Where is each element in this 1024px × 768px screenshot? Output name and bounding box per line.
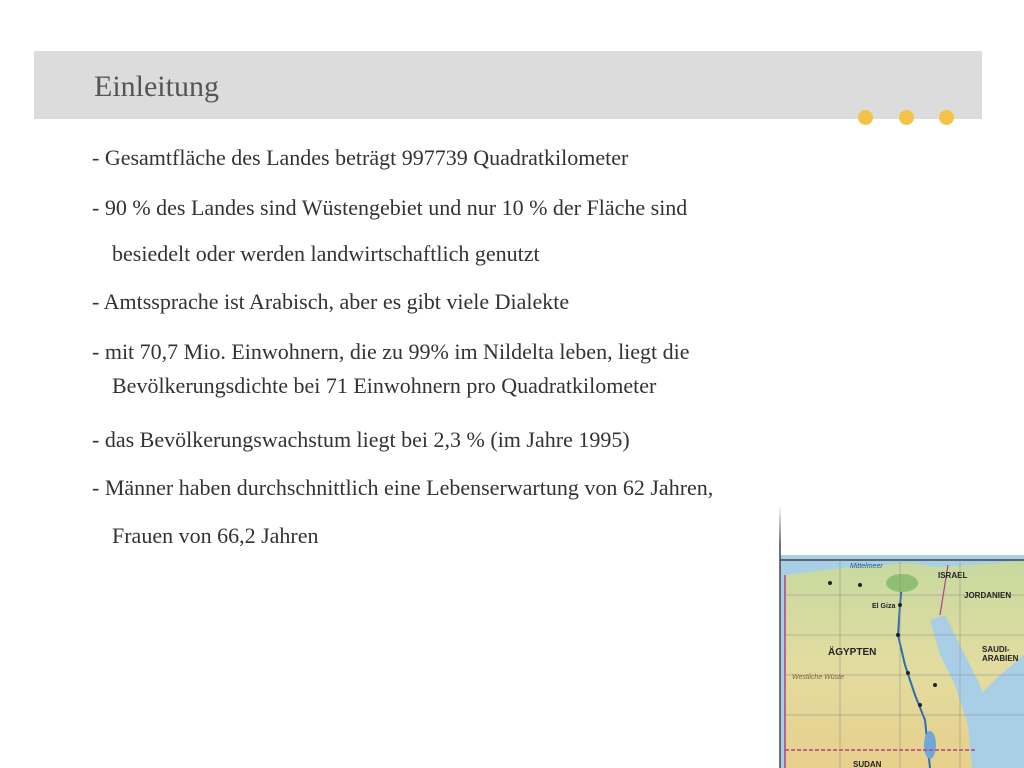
map-label-israel: ISRAEL [938, 571, 968, 580]
bullet-text: - Amtssprache ist Arabisch, aber es gibt viele Dialekte [92, 289, 570, 314]
map-label-egypt: ÄGYPTEN [828, 647, 877, 658]
map-label-sudan: SUDAN [853, 760, 882, 768]
bullet-item [92, 428, 630, 452]
decorative-dots [858, 110, 958, 126]
bullet-continuation: Bevölkerungsdichte bei 71 Einwohnern pro Quadratkilometer [112, 373, 657, 398]
bullet-text: - das Bevölkerungswachstum liegt bei 2,3 % (im Jahre 1995) [92, 427, 630, 452]
slide-title: Einleitung [94, 70, 219, 103]
map-label-sea: Mittelmeer [850, 563, 883, 570]
dot-icon [858, 110, 873, 125]
bullet-item [92, 195, 688, 266]
map-label-cairo: El Giza [872, 603, 896, 610]
bullet-continuation: besiedelt oder werden landwirtschaftlich genutzt [112, 241, 540, 266]
dot-icon [939, 110, 954, 125]
dot-icon [899, 110, 914, 125]
bullet-text: - 90 % des Landes sind Wüstengebiet und nur 10 % der Fläche sind [92, 195, 688, 220]
bullet-item [92, 475, 714, 548]
map-label-saudi: SAUDI-ARABIEN [982, 645, 1019, 663]
bullet-item [92, 339, 690, 398]
map-graphic [730, 505, 1024, 768]
map-label-jordan: JORDANIEN [964, 591, 1012, 600]
bullet-item [92, 290, 569, 314]
egypt-map [730, 505, 1024, 768]
bullet-item [92, 146, 628, 170]
bullet-continuation: Frauen von 66,2 Jahren [112, 523, 319, 548]
bullet-text: - Männer haben durchschnittlich eine Lebenserwartung von 62 Jahren, [92, 475, 714, 500]
bullet-text: - mit 70,7 Mio. Einwohnern, die zu 99% im Nildelta leben, liegt die [92, 339, 690, 364]
map-label-desert: Westliche Wüste [792, 674, 844, 681]
bullet-text: - Gesamtfläche des Landes beträgt 997739 Quadratkilometer [92, 145, 629, 170]
